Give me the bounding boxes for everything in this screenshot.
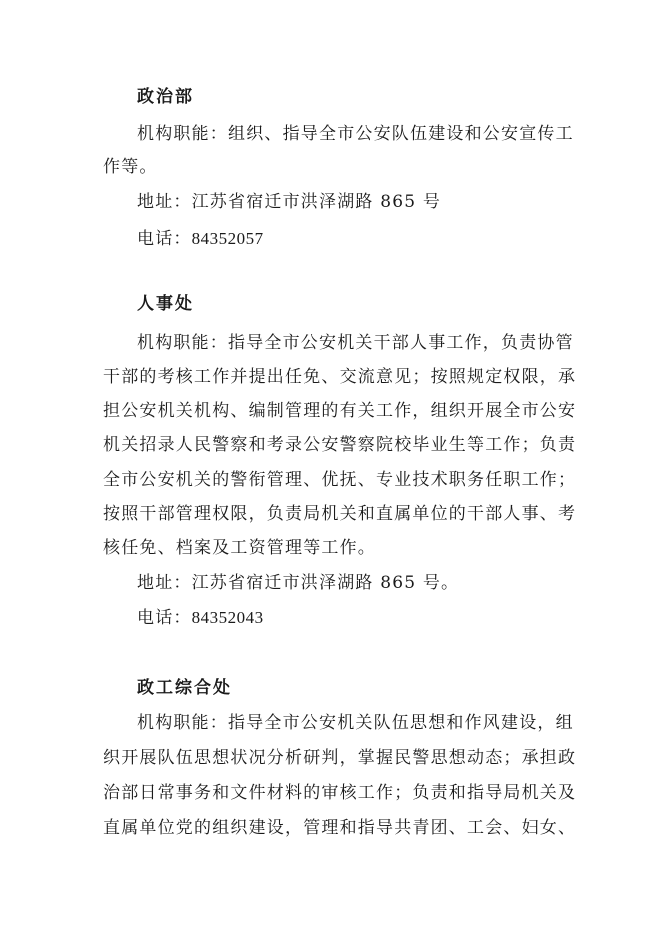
section-title-personnel-dept: 人事处 xyxy=(137,294,194,314)
phone-number: 84352043 xyxy=(191,608,264,627)
section-phone-row xyxy=(137,607,264,629)
section-duty-line: 担公安机关机构、编制管理的有关工作，组织开展全市公安 xyxy=(103,401,577,421)
section-duty-line: 核任免、档案及工资管理等工作。 xyxy=(103,538,376,558)
section-duty-line: 机构职能：指导全市公安机关干部人事工作，负责协管 xyxy=(137,333,574,353)
phone-number: 84352057 xyxy=(191,229,264,248)
section-title-political-general-dept: 政工综合处 xyxy=(137,678,232,698)
section-duty-line: 干部的考核工作并提出任免、交流意见；按照规定权限，承 xyxy=(103,367,577,387)
section-title-political-dept: 政治部 xyxy=(137,87,194,107)
section-duty-line: 机关招录人民警察和考录公安警察院校毕业生等工作；负责 xyxy=(103,435,577,455)
section-duty-line: 织开展队伍思想状况分析研判，掌握民警思想动态；承担政 xyxy=(103,748,577,768)
section-duty-line: 机构职能：组织、指导全市公安队伍建设和公安宣传工 xyxy=(137,124,574,144)
phone-label: 电话： xyxy=(137,229,192,249)
section-duty-line: 直属单位党的组织建设，管理和指导共青团、工会、妇女、 xyxy=(103,818,577,838)
section-duty-line: 按照干部管理权限，负责局机关和直属单位的干部人事、考 xyxy=(103,504,577,524)
section-address: 地址：江苏省宿迁市洪泽湖路 865 号 xyxy=(137,192,442,212)
phone-label: 电话： xyxy=(137,608,192,628)
section-duty-line: 机构职能：指导全市公安机关队伍思想和作风建设，组 xyxy=(137,713,574,733)
section-duty-line: 治部日常事务和文件材料的审核工作；负责和指导局机关及 xyxy=(103,783,577,803)
section-duty-line: 全市公安机关的警衔管理、优抚、专业技术职务任职工作； xyxy=(103,470,577,490)
section-address: 地址：江苏省宿迁市洪泽湖路 865 号。 xyxy=(137,573,460,593)
section-duty-line: 作等。 xyxy=(103,157,158,177)
section-phone-row xyxy=(137,228,264,250)
